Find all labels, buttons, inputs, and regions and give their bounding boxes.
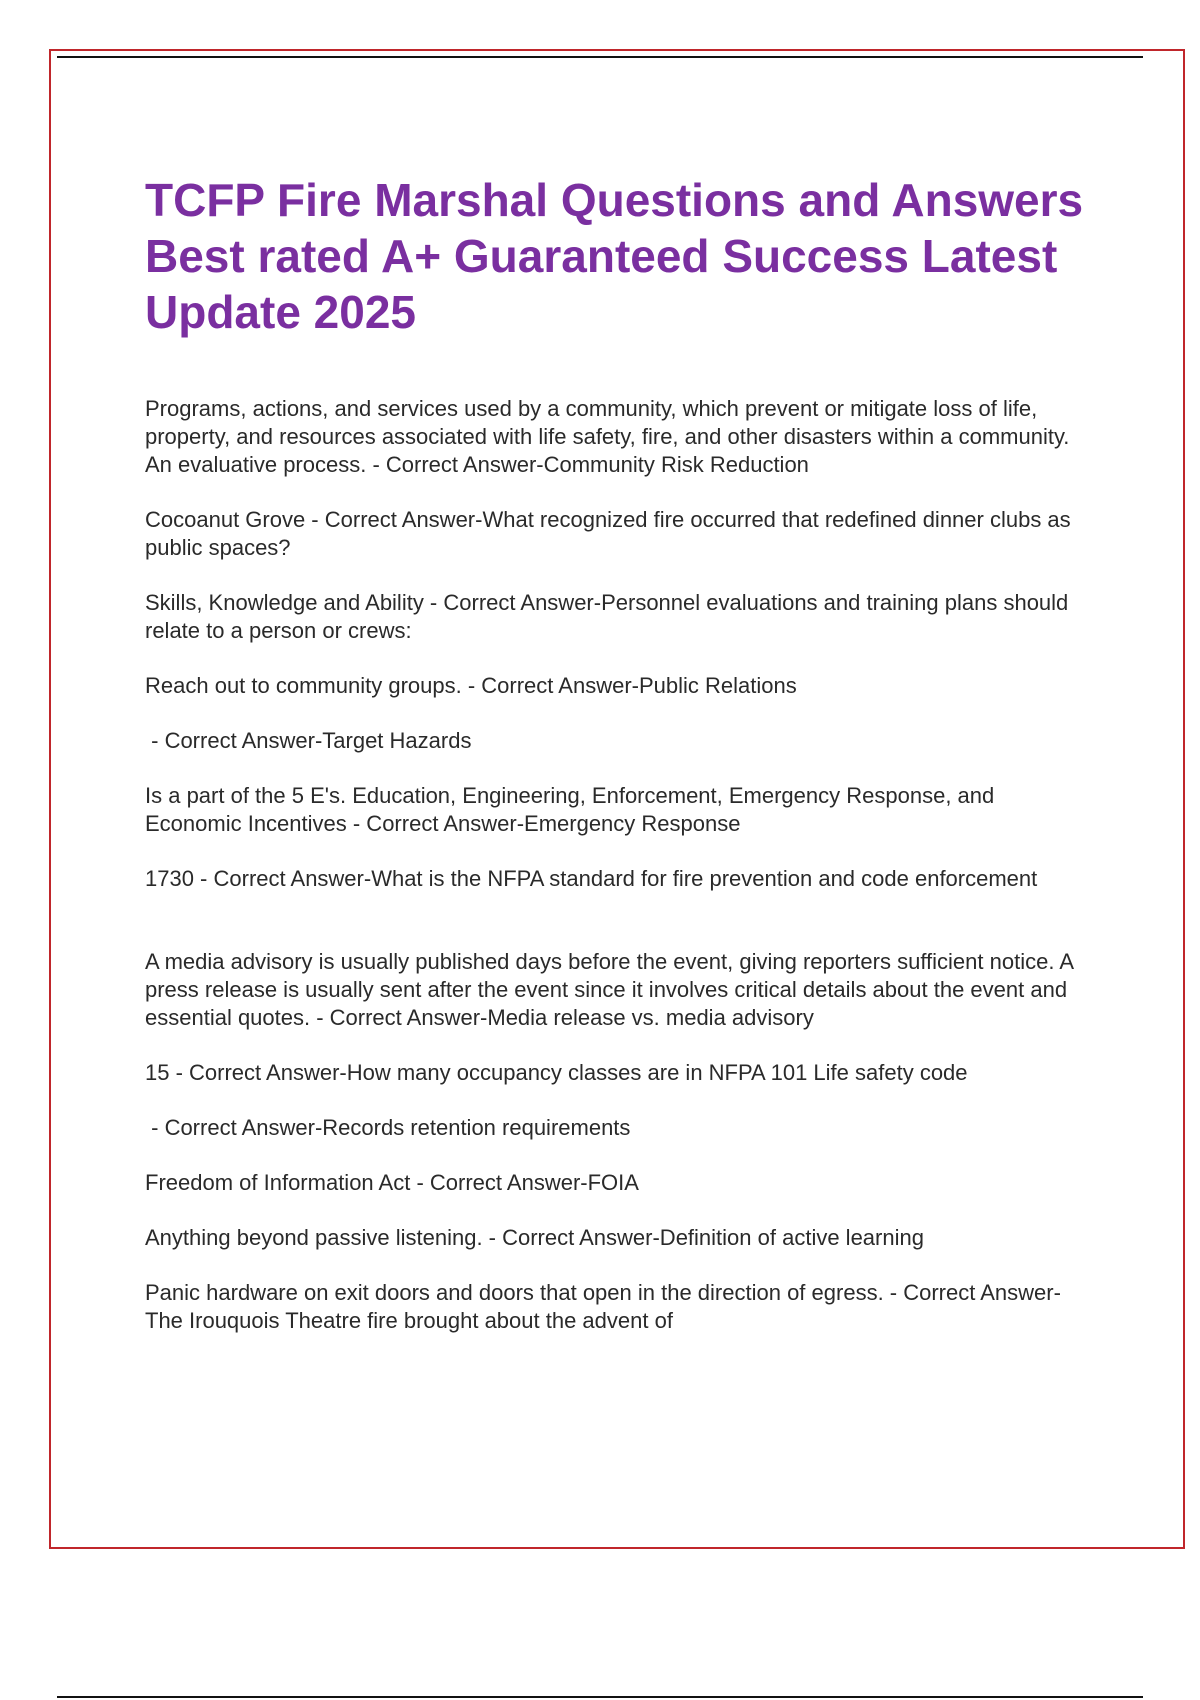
- qa-entry: - Correct Answer-Target Hazards: [145, 728, 472, 753]
- qa-entry: Programs, actions, and services used by a community, which prevent or mitigate loss of life, property, and resources associated with life safety, fire, and other disasters within a community. An evaluative process. - Correct Answer-Community Risk Reduction: [145, 396, 1070, 477]
- qa-entry: Panic hardware on exit doors and doors that open in the direction of egress. - Correct Answer-The Irouquois Theatre fire brought about the advent of: [145, 1280, 1061, 1333]
- bottom-rule: [57, 1696, 1143, 1698]
- qa-entry: Anything beyond passive listening. - Correct Answer-Definition of active learning: [145, 1225, 924, 1250]
- qa-entry: 15 - Correct Answer-How many occupancy classes are in NFPA 101 Life safety code: [145, 1060, 968, 1085]
- qa-entry: - Correct Answer-Records retention requirements: [145, 1115, 631, 1140]
- qa-list: [145, 395, 1095, 1335]
- qa-entry: Freedom of Information Act - Correct Answer-FOIA: [145, 1170, 639, 1195]
- qa-entry: Cocoanut Grove - Correct Answer-What recognized fire occurred that redefined dinner clubs as public spaces?: [145, 507, 1071, 560]
- qa-entry: A media advisory is usually published days before the event, giving reporters sufficient notice. A press release is usually sent after the event since it involves critical details about the event and essential quotes. - Correct Answer-Media release vs. media advisory: [145, 949, 1073, 1030]
- qa-entry: Reach out to community groups. - Correct Answer-Public Relations: [145, 673, 797, 698]
- qa-entry: Is a part of the 5 E's. Education, Engineering, Enforcement, Emergency Response, and Economic Incentives - Correct Answer-Emergency Response: [145, 783, 995, 836]
- qa-entry: Skills, Knowledge and Ability - Correct Answer-Personnel evaluations and training plans should relate to a person or crews:: [145, 590, 1069, 643]
- qa-entry: 1730 - Correct Answer-What is the NFPA standard for fire prevention and code enforcement: [145, 866, 1038, 891]
- page-title: TCFP Fire Marshal Questions and Answers Best rated A+ Guaranteed Success Latest Update 2025: [145, 174, 1084, 338]
